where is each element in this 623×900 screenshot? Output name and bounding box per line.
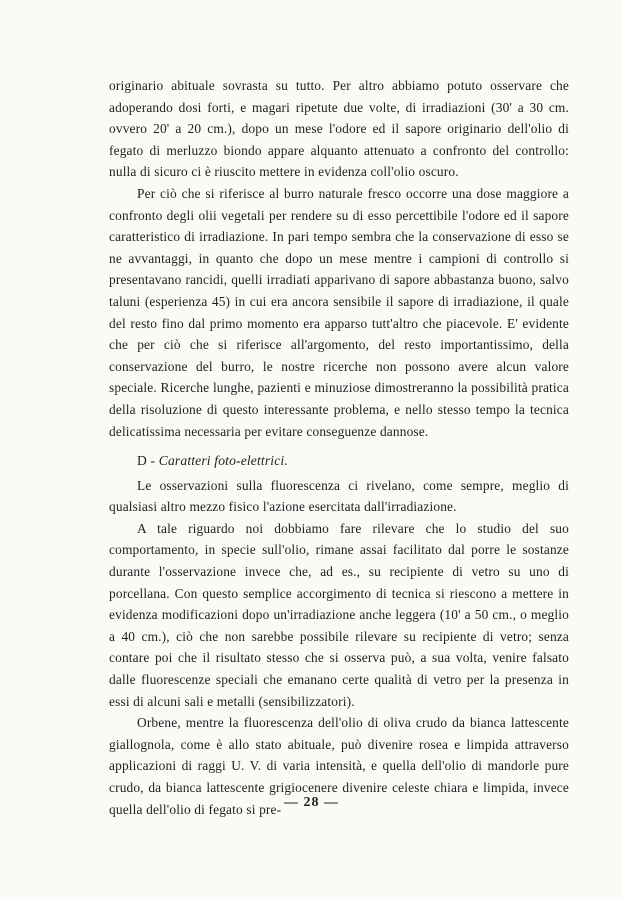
paragraph-4: A tale riguardo noi dobbiamo fare rilevare che lo studio del suo comportamento, in specie sull'olio, rimane assai facilitato dal porre le sostanze durante l'osservazione invece che, ad es., su recipiente di vetro su uno di porcellana. Con questo semplice accorgimento di tecnica si riescono a mettere in evidenza modificazioni dopo un'irradiazione anche leggera (10' a 50 cm., o meglio a 40 cm.), ciò che non sarebbe possibile rilevare su recipiente di vetro; senza contare poi che il risultato stesso che si osserva può, a sua volta, venire falsato dalle fluorescenze speciali che emanano certe qualità di vetro per la presenza in essi di alcuni sali e metalli (sensibilizzatori).: [109, 520, 569, 709]
paragraph-5: Orbene, mentre la fluorescenza dell'olio di oliva crudo da bianca lattescente giallognola, come è allo stato abituale, può divenire rosea e limpida attraverso applicazioni di raggi U. V. di varia intensità, e quella dell'olio di mandorle pure crudo, da bianca lattescente grigiocenere divenire celeste chiara e limpida, invece quella dell'olio di fegato si pre-: [109, 715, 569, 817]
paragraph-1: originario abituale sovrasta su tutto. Per altro abbiamo potuto osservare che adoperando dosi forti, e magari ripetute due volte, di irradiazioni (30' a 30 cm. ovvero 20' a 20 cm.), dopo un mese l'odore ed il sapore originario dell'olio di fegato di merluzzo biondo appare alquanto attenuato a confronto del controllo: nulla di sicuro ci è riuscito mettere in evidenza coll'olio oscuro.: [109, 78, 569, 180]
paragraph-2: Per ciò che si riferisce al burro naturale fresco occorre una dose maggiore a confronto degli olii vegetali per rendere su di esso percettibile l'odore ed il sapore caratteristico di irradiazione. In pari tempo sembra che la conservazione di esso se ne avvantaggi, in quanto che dopo un mese mentre i campioni di controllo si presentavano rancidi, quelli irradiati apparivano di sapore abbastanza buono, salvo taluni (esperienza 45) in cui era ancora sensibile il sapore di irradiazione, il quale del resto fino dal primo momento era apparso tutt'altro che piacevole. E' evidente che per ciò che si riferisce all'argomento, del resto importantissimo, della conservazione del burro, le nostre ricerche non possono avere alcun valore speciale. Ricerche lunghe, pazienti e minuziose dimostreranno la possibilità pratica della risoluzione di questo interessante problema, e nello stesso tempo la tecnica delicatissima necessaria per evitare conseguenze dannose.: [109, 185, 569, 439]
page-number: — 28 —: [284, 795, 339, 810]
paragraph-3: Le osservazioni sulla fluorescenza ci rivelano, come sempre, meglio di qualsiasi altro mezzo fisico l'azione esercitata dall'irradiazione.: [109, 477, 569, 515]
section-title: Caratteri foto-elettrici.: [158, 453, 288, 469]
body-text: [109, 75, 569, 820]
section-heading: [109, 450, 569, 472]
section-letter: D -: [137, 453, 156, 469]
